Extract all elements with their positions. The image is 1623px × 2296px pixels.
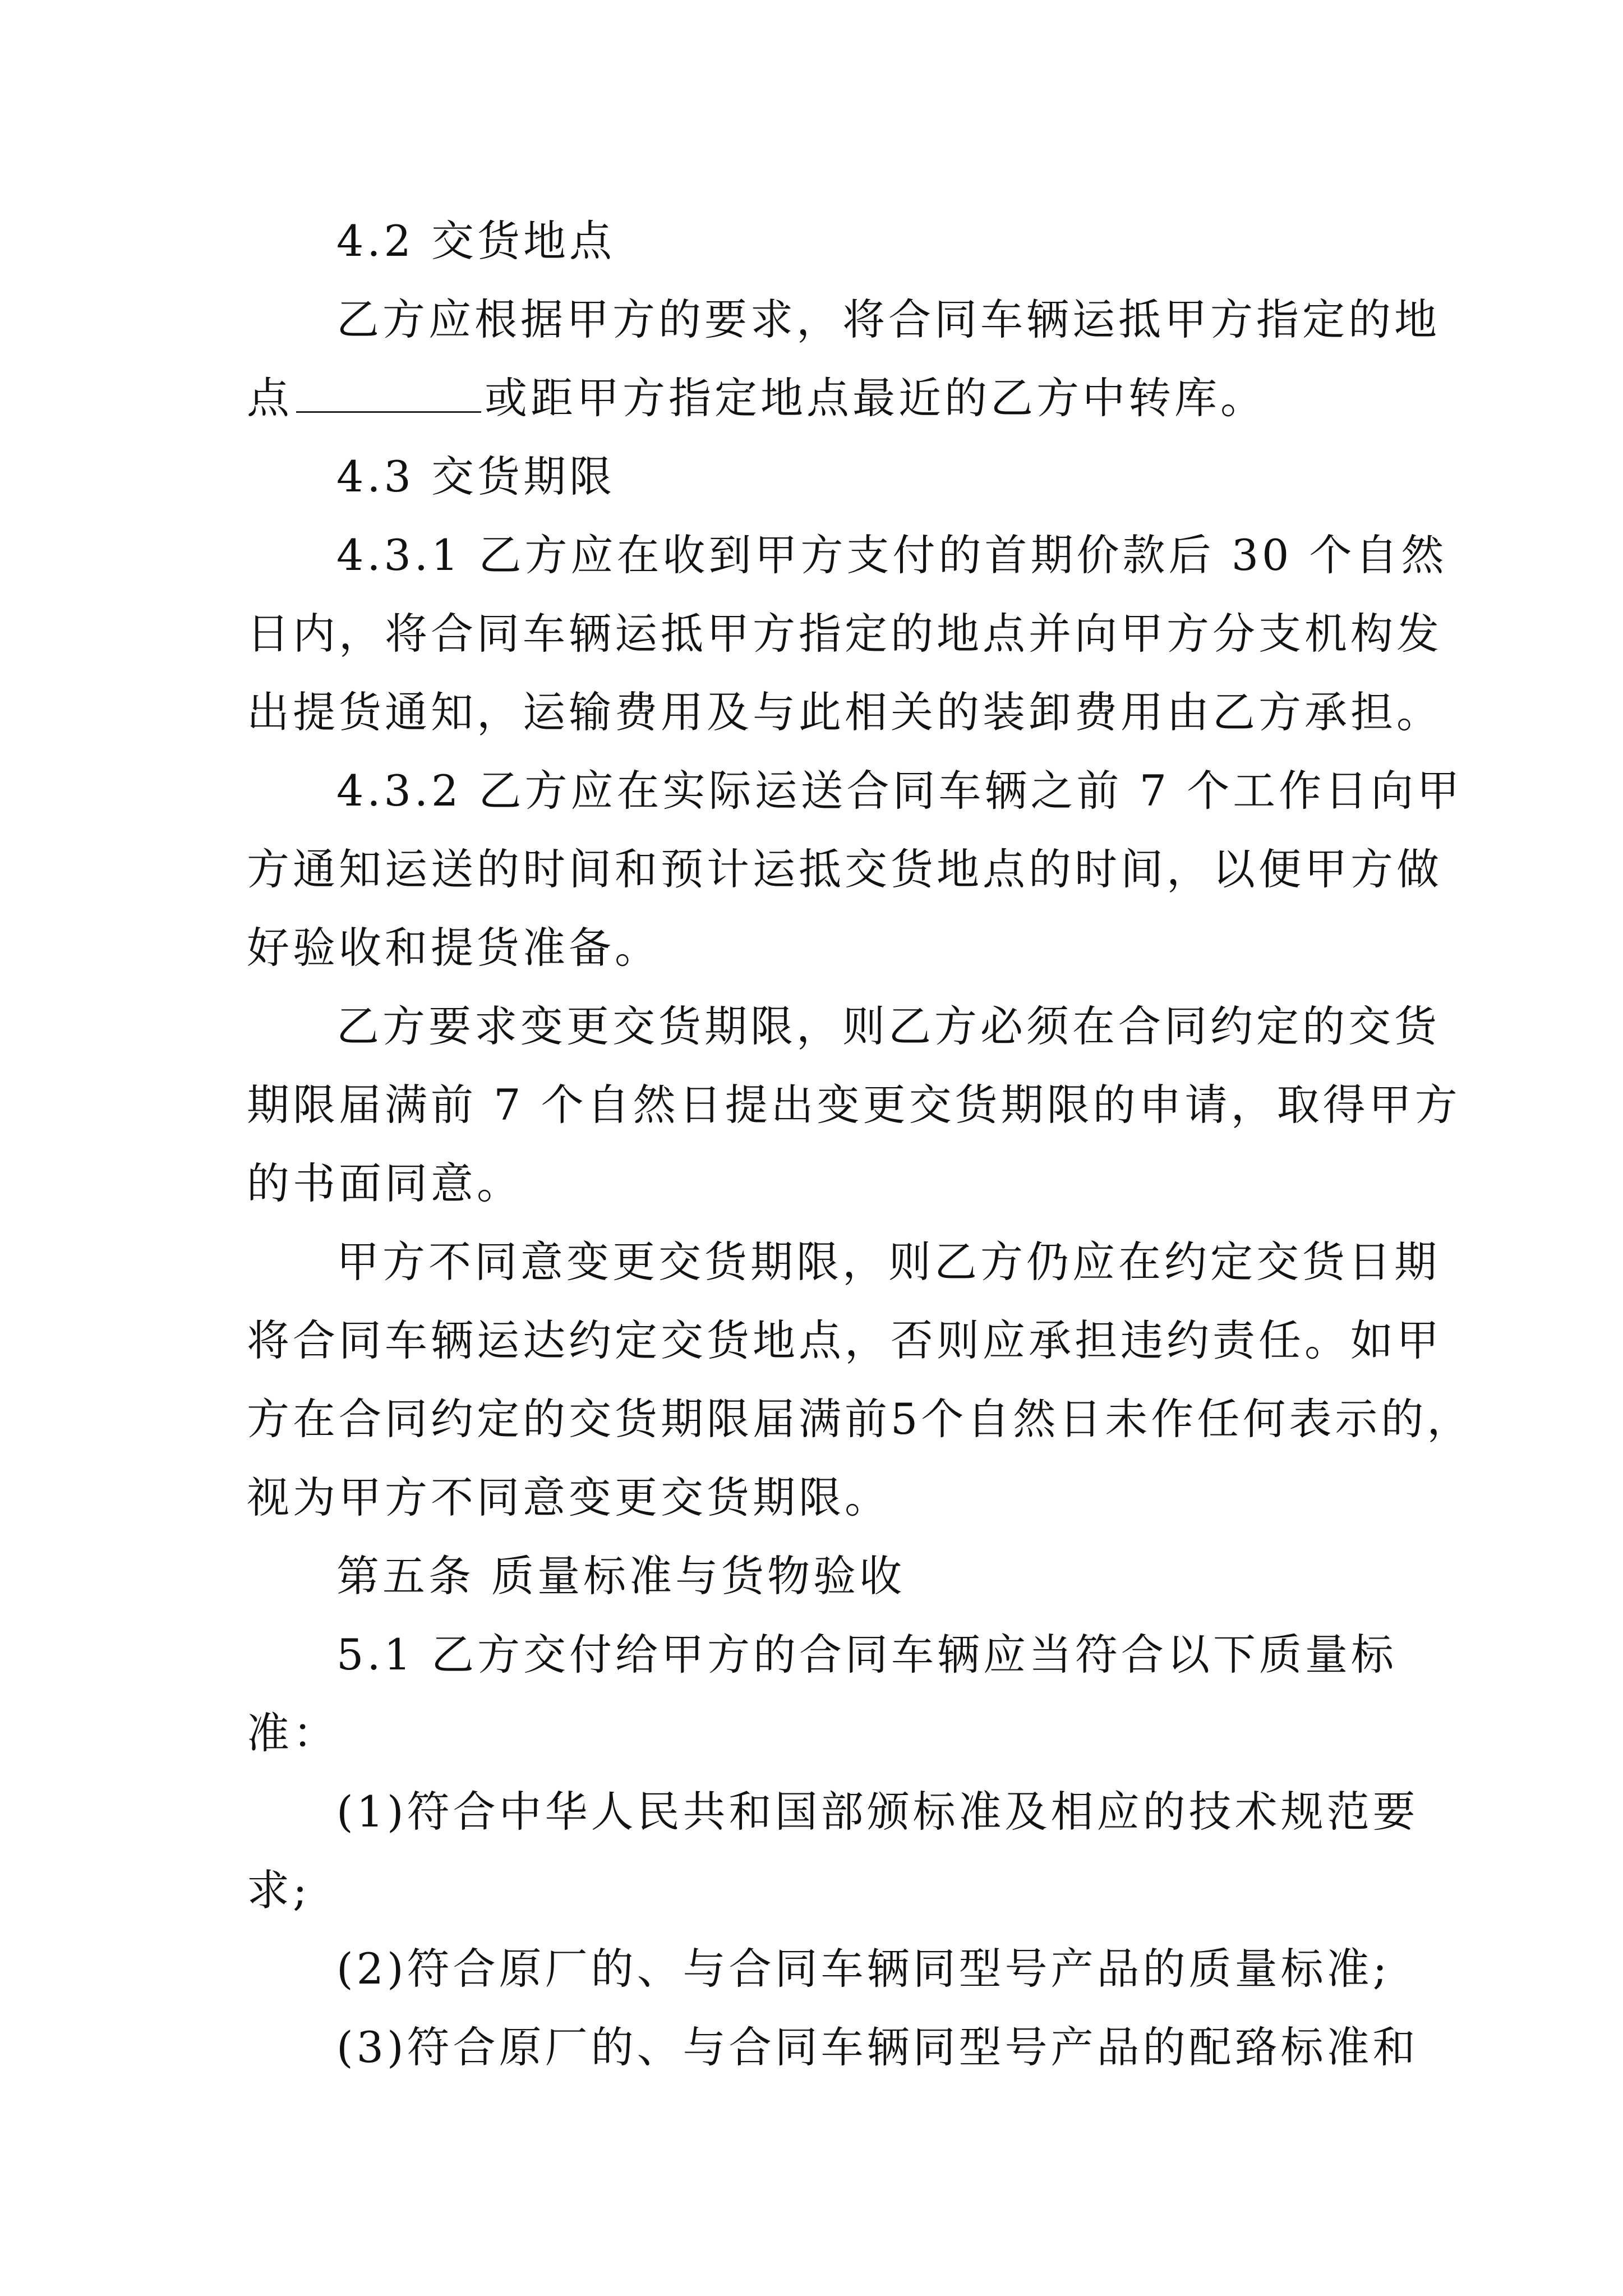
paragraph-line-with-blank bbox=[247, 370, 1402, 426]
paragraph-line: 期限届满前 7 个自然日提出变更交货期限的申请，取得甲方 bbox=[247, 1080, 1461, 1130]
section-heading-4-3: 4.3 交货期限 bbox=[336, 452, 616, 501]
paragraph-line: 将合同车辆运达约定交货地点，否则应承担违约责任。如甲 bbox=[247, 1315, 1442, 1365]
paragraph-line: 方在合同约定的交货期限届满前5个自然日未作任何表示的， bbox=[247, 1394, 1473, 1444]
paragraph-line: 出提货通知，运输费用及与此相关的装卸费用由乙方承担。 bbox=[247, 687, 1442, 737]
text-fragment: 点 bbox=[247, 373, 293, 423]
article-heading: 第五条 质量标准与货物验收 bbox=[336, 1551, 906, 1601]
paragraph-line: 日内，将合同车辆运抵甲方指定的地点并向甲方分支机构发 bbox=[247, 609, 1442, 659]
paragraph-line: 的书面同意。 bbox=[247, 1158, 523, 1208]
paragraph-line: 乙方应根据甲方的要求，将合同车辆运抵甲方指定的地 bbox=[336, 295, 1440, 344]
fill-in-blank bbox=[296, 372, 481, 413]
list-item-line: 求; bbox=[247, 1865, 311, 1915]
list-item-line: (2)符合原厂的、与合同车辆同型号产品的质量标准; bbox=[336, 1944, 1391, 1994]
paragraph-line: 4.3.2 乙方应在实际运送合同车辆之前 7 个工作日向甲 bbox=[336, 766, 1463, 816]
paragraph-line: 准： bbox=[247, 1708, 339, 1758]
paragraph-line: 视为甲方不同意变更交货期限。 bbox=[247, 1473, 891, 1522]
list-item-line: (1)符合中华人民共和国部颁标准及相应的技术规范要 bbox=[336, 1787, 1419, 1837]
paragraph-line: 甲方不同意变更交货期限，则乙方仍应在约定交货日期 bbox=[336, 1237, 1440, 1287]
paragraph-line: 方通知运送的时间和预计运抵交货地点的时间，以便甲方做 bbox=[247, 844, 1442, 894]
paragraph-line: 好验收和提货准备。 bbox=[247, 923, 661, 973]
text-fragment: 或距甲方指定地点最近的乙方中转库。 bbox=[485, 373, 1266, 423]
list-item-line: (3)符合原厂的、与合同车辆同型号产品的配臵标准和 bbox=[336, 2022, 1419, 2072]
paragraph-line: 乙方要求变更交货期限，则乙方必须在合同约定的交货 bbox=[336, 1001, 1440, 1051]
paragraph-line: 4.3.1 乙方应在收到甲方支付的首期价款后 30 个自然 bbox=[336, 530, 1447, 580]
paragraph-line: 5.1 乙方交付给甲方的合同车辆应当符合以下质量标 bbox=[336, 1630, 1398, 1680]
section-heading-4-2: 4.2 交货地点 bbox=[336, 216, 616, 266]
